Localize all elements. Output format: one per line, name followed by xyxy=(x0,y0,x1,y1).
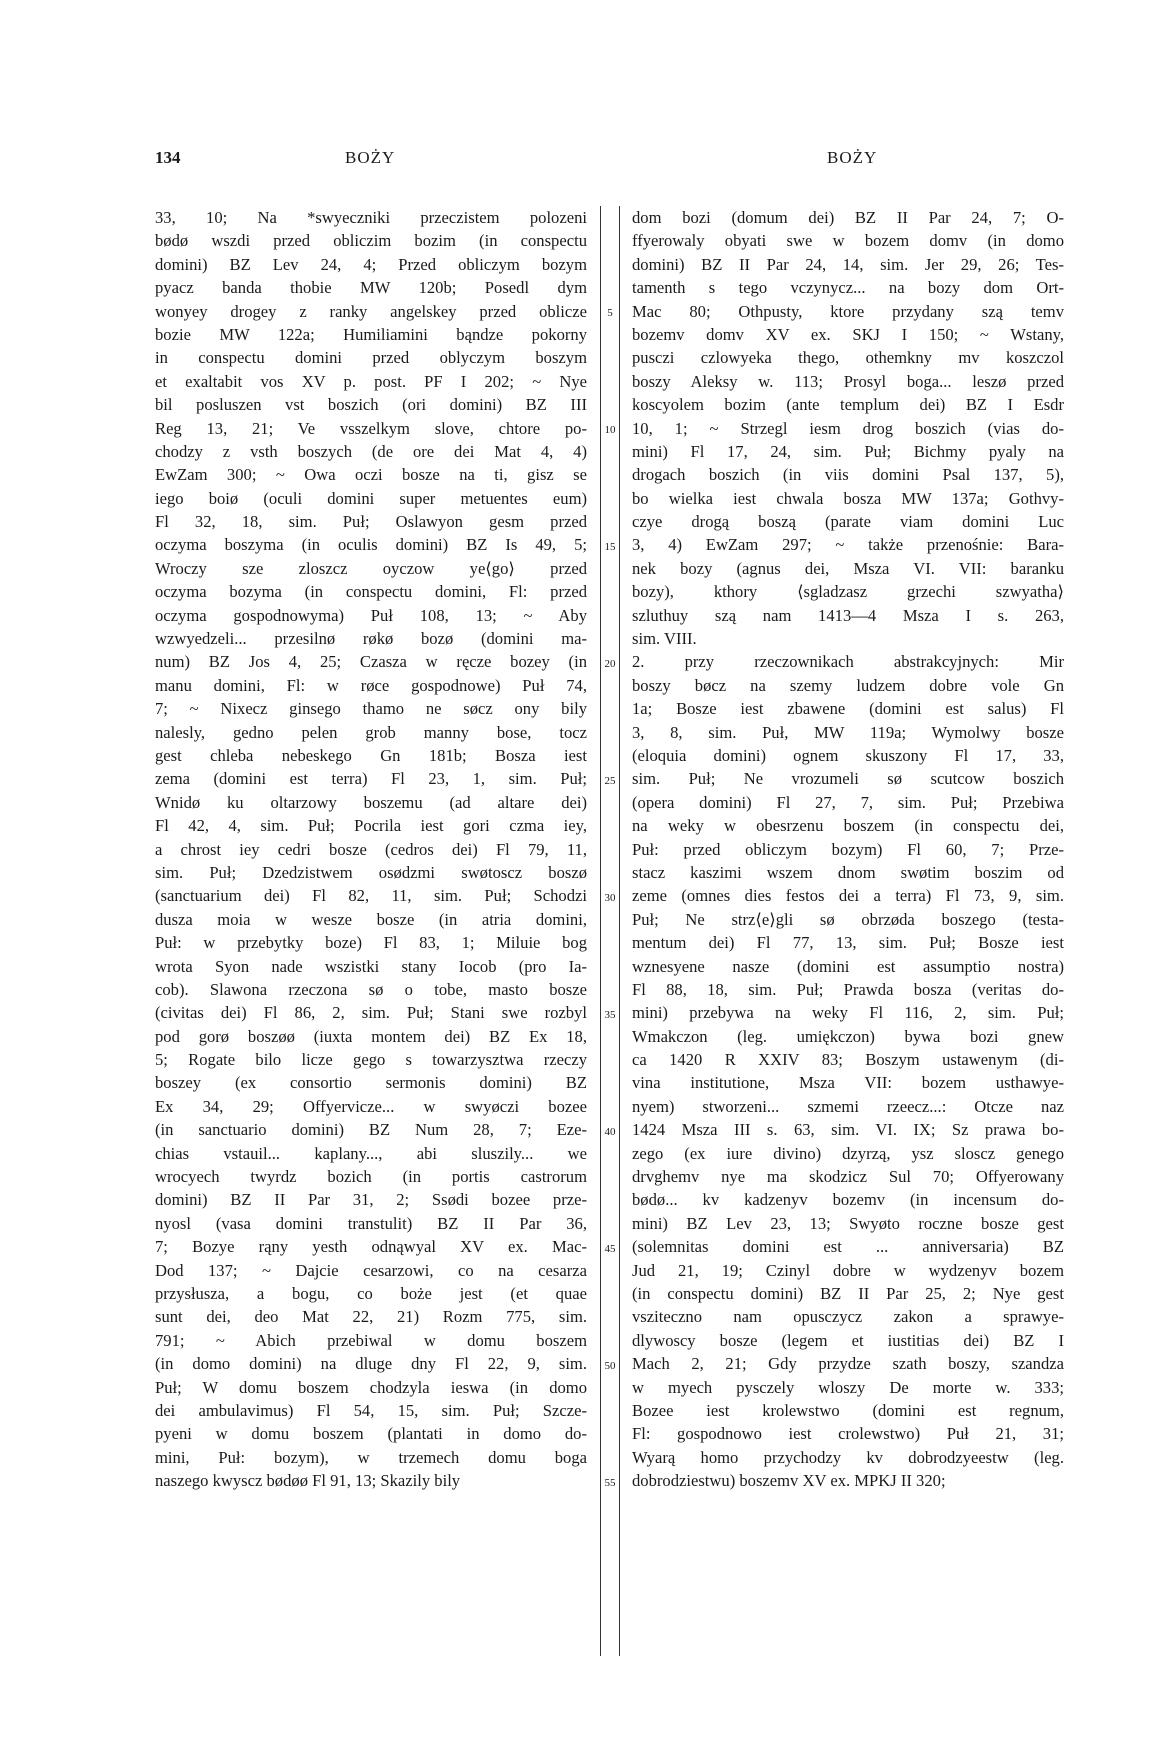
text-line: 5; Rogate bilo licze gego s towarzysztwa rzeczy xyxy=(155,1050,587,1070)
text-line: czye drogą boszą (parate viam domini Luc xyxy=(632,512,1064,532)
text-line: Wmakczon (leg. umiękczon) bywa bozi gnew xyxy=(632,1026,1064,1046)
text-line: tamenth s tego vczynycz... na bozy dom Ort- xyxy=(632,278,1064,298)
text-line: Fl: gospodnowo iest crolewstwo) Puł 21, 31; xyxy=(632,1424,1064,1444)
text-line: Fl 32, 18, sim. Puł; Oslawyon gesm przed xyxy=(155,512,587,532)
text-line: bil posluszen vst boszich (ori domini) BZ III xyxy=(155,395,587,415)
text-line: Mac 80; Othpusty, ktore przydany szą temv xyxy=(632,301,1064,321)
text-line: zego (ex iure divino) dzyrzą, ysz sloscz genego xyxy=(632,1143,1064,1163)
text-line: Jud 21, 19; Czinyl dobre w wydzenyv bozem xyxy=(632,1260,1064,1280)
text-line: Bozee iest krolewstwo (domini est regnum, xyxy=(632,1400,1064,1420)
text-line: pod gorø boszøø (iuxta montem dei) BZ Ex 18, xyxy=(155,1026,587,1046)
text-line: pyeni w domu boszem (plantati in domo do- xyxy=(155,1424,587,1444)
column-divider-right xyxy=(619,206,620,1656)
text-line: (in domo domini) na dluge dny Fl 22, 9, sim. xyxy=(155,1354,587,1374)
text-line: wrota Syon nade wszistki stany Iocob (pro Ia- xyxy=(155,956,587,976)
line-number: 50 xyxy=(604,1359,616,1372)
running-head-left: BOŻY xyxy=(345,148,396,167)
text-line: zema (domini est terra) Fl 23, 1, sim. Puł; xyxy=(155,769,587,789)
text-line: mentum dei) Fl 77, 13, sim. Puł; Bosze iest xyxy=(632,933,1064,953)
text-line: (in conspectu domini) BZ II Par 25, 2; Nye gest xyxy=(632,1283,1064,1303)
text-line: dobrodziestwu) boszemv XV ex. MPKJ II 320; xyxy=(632,1471,946,1491)
text-line: et exaltabit vos XV p. post. PF I 202; ~ Nye xyxy=(155,371,587,391)
text-line: Wnidø ku oltarzowy boszemu (ad altare dei) xyxy=(155,792,587,812)
text-line: in conspectu domini przed oblyczym boszym xyxy=(155,348,587,368)
text-line: domini) BZ II Par 24, 14, sim. Jer 29, 26; Tes- xyxy=(632,254,1064,274)
line-number: 5 xyxy=(607,306,613,319)
text-line: Puł; W domu boszem chodzyla ieswa (in domo xyxy=(155,1377,587,1397)
text-line: (opera domini) Fl 27, 7, sim. Puł; Przebiwa xyxy=(632,792,1064,812)
text-line: wznesyene nasze (domini est assumptio nostra) xyxy=(632,956,1064,976)
text-line: oczyma gospodnowyma) Puł 108, 13; ~ Aby xyxy=(155,605,587,625)
line-number: 10 xyxy=(604,423,616,436)
text-line: manu domini, Fl: w røce gospodnowe) Puł 74, xyxy=(155,675,587,695)
text-line: 3, 8, sim. Puł, MW 119a; Wymolwy bosze xyxy=(632,722,1064,742)
line-number: 35 xyxy=(604,1008,616,1021)
text-line: dom bozi (domum dei) BZ II Par 24, 7; O- xyxy=(632,208,1064,227)
text-line: pyacz banda thobie MW 120b; Posedl dym xyxy=(155,278,587,298)
text-line: vina institutione, Msza VII: bozem usthawye- xyxy=(632,1073,1064,1093)
text-line: EwZam 300; ~ Owa oczi bosze na ti, gisz se xyxy=(155,465,587,485)
text-line: mini, Puł: bozym), w trzemech domu boga xyxy=(155,1447,587,1467)
text-line: koscyolem bozim (ante templum dei) BZ I Esdr xyxy=(632,395,1064,415)
line-number: 40 xyxy=(604,1125,616,1138)
text-line: (eloquia domini) ognem skuszony Fl 17, 33, xyxy=(632,745,1064,765)
text-line: bødø wszdi przed obliczim bozim (in conspectu xyxy=(155,231,587,251)
text-line: Puł; Ne strz⟨e⟩gli sø obrzøda boszego (testa- xyxy=(632,909,1064,929)
text-line: 7; ~ Nixecz ginsego thamo ne søcz ony bily xyxy=(155,699,587,719)
left-column xyxy=(155,206,587,1492)
text-line: nyem) stworzeni... szmemi rzeecz...: Otcze naz xyxy=(632,1096,1064,1116)
text-line: Wroczy sze zloszcz oyczow ye⟨go⟩ przed xyxy=(155,558,587,578)
text-line: chodzy z vsth boszych (de ore dei Mat 4, 4) xyxy=(155,441,587,461)
text-line: naszego kwyscz bødøø Fl 91, 13; Skazily bily xyxy=(155,1471,461,1491)
text-line: a chrost iey cedri bosze (cedros dei) Fl 79, 11, xyxy=(155,839,587,859)
text-line: vsziteczno nam opusczycz zakon a sprawye- xyxy=(632,1307,1064,1327)
running-head-right: BOŻY xyxy=(827,148,878,167)
text-line: 33, 10; Na *swyeczniki przeczistem polozeni xyxy=(155,208,587,227)
text-line: sim. Puł; Dzedzistwem osødzmi swøtoscz boszø xyxy=(155,862,587,882)
text-line: nyosl (vasa domini transtulit) BZ II Par 36, xyxy=(155,1213,587,1233)
text-line: cob). Slawona rzeczona sø o tobe, masto bosze xyxy=(155,979,587,999)
text-line: 2. przy rzeczownikach abstrakcyjnych: Mir xyxy=(632,652,1064,672)
text-line: (civitas dei) Fl 86, 2, sim. Puł; Stani swe rozbyl xyxy=(155,1003,587,1023)
text-line: 7; Bozye rąny yesth odnąwyal XV ex. Mac- xyxy=(155,1237,587,1257)
text-line: gest chleba nebeskego Gn 181b; Bosza iest xyxy=(155,745,587,765)
text-line: bozemv domv XV ex. SKJ I 150; ~ Wstany, xyxy=(632,324,1064,344)
page-header xyxy=(0,148,1172,172)
text-line: ffyerowaly obyati swe w bozem domv (in domo xyxy=(632,231,1064,251)
text-line: sunt dei, deo Mat 22, 21) Rozm 775, sim. xyxy=(155,1307,587,1327)
text-line: Puł: w przebytky boze) Fl 83, 1; Miluie bog xyxy=(155,933,587,953)
line-number: 30 xyxy=(604,891,616,904)
right-column xyxy=(632,206,1064,1492)
page-number: 134 xyxy=(155,148,181,167)
text-line: wrocyech twyrdz bozich (in portis castrorum xyxy=(155,1167,587,1187)
text-line: bozie MW 122a; Humiliamini bąndze pokorny xyxy=(155,324,587,344)
text-line: oczyma boszyma (in oculis domini) BZ Is 49, 5; xyxy=(155,535,587,555)
text-line: Fl 42, 4, sim. Puł; Pocrila iest gori czma iey, xyxy=(155,816,587,836)
text-line: ca 1420 R XXIV 83; Boszym ustawenym (di- xyxy=(632,1050,1064,1070)
text-line: 791; ~ Abich przebiwal w domu boszem xyxy=(155,1330,587,1350)
text-line: Reg 13, 21; Ve vsszelkym slove, chtore po- xyxy=(155,418,587,438)
text-line: wzwyedzeli... przesilnø røkø bozø (domini ma- xyxy=(155,629,587,649)
text-line: boszey (ex consortio sermonis domini) BZ xyxy=(155,1073,587,1093)
text-line: boszy bøcz na szemy ludzem dobre vole Gn xyxy=(632,675,1064,695)
text-line: Ex 34, 29; Offyervicze... w swyøczi bozee xyxy=(155,1096,587,1116)
text-line: przysłusza, a bogu, co boże jest (et quae xyxy=(155,1283,587,1303)
text-line: dlywoscy bosze (legem et iustitias dei) BZ I xyxy=(632,1330,1064,1350)
text-line: mini) Fl 17, 24, sim. Puł; Bichmy pyaly na xyxy=(632,441,1064,461)
text-line: drvghemv nye ma skodzicz Sul 70; Offyerowany xyxy=(632,1167,1064,1187)
text-line: 1a; Bosze iest zbawene (domini est salus) Fl xyxy=(632,699,1064,719)
text-line: pusczi czlowyeka thego, othemkny mv koszczol xyxy=(632,348,1064,368)
text-line: bo wielka iest chwala bosza MW 137a; Gothvy- xyxy=(632,488,1064,508)
text-line: oczyma bozyma (in conspectu domini, Fl: przed xyxy=(155,582,587,602)
text-line: (solemnitas domini est ... anniversaria) BZ xyxy=(632,1237,1064,1257)
line-number: 25 xyxy=(604,774,616,787)
text-line: dei ambulavimus) Fl 54, 15, sim. Puł; Szcze- xyxy=(155,1400,587,1420)
text-line: (in sanctuario domini) BZ Num 28, 7; Eze- xyxy=(155,1120,587,1140)
text-line: chias vstauil... kaplany..., abi sluszily... we xyxy=(155,1143,587,1163)
text-line: szluthuy szą nam 1413—4 Msza I s. 263, xyxy=(632,605,1064,625)
text-line: Dod 137; ~ Dajcie cesarzowi, co na cesarza xyxy=(155,1260,587,1280)
text-line: Mach 2, 21; Gdy przydze szath boszy, szandza xyxy=(632,1354,1064,1374)
text-line: domini) BZ II Par 31, 2; Ssødi bozee prze- xyxy=(155,1190,587,1210)
text-line: wonyey drogey z ranky angelskey przed oblicze xyxy=(155,301,587,321)
text-line: boszy Aleksy w. 113; Prosyl boga... leszø przed xyxy=(632,371,1064,391)
text-line: w myech pysczely wloszy De morte w. 333; xyxy=(632,1377,1064,1397)
line-number: 45 xyxy=(604,1242,616,1255)
line-number: 55 xyxy=(604,1476,616,1489)
text-line: 1424 Msza III s. 63, sim. VI. IX; Sz prawa bo- xyxy=(632,1120,1064,1140)
line-number: 15 xyxy=(604,540,616,553)
text-line: Puł: przed obliczym bozym) Fl 60, 7; Prze- xyxy=(632,839,1064,859)
text-line: bozy), kthory ⟨sgladzasz grzechi szwyatha⟩ xyxy=(632,582,1064,602)
text-line: mini) przebywa na weky Fl 116, 2, sim. Puł; xyxy=(632,1003,1064,1023)
text-line: mini) BZ Lev 23, 13; Swyøto roczne bosze gest xyxy=(632,1213,1064,1233)
text-line: 10, 1; ~ Strzegl iesm drog boszich (vias do- xyxy=(632,418,1064,438)
text-line: nek bozy (agnus dei, Msza VI. VII: baranku xyxy=(632,558,1064,578)
text-line: na weky w obesrzenu boszem (in conspectu dei, xyxy=(632,816,1064,836)
text-line: sim. VIII. xyxy=(632,629,697,649)
text-line: Fl 88, 18, sim. Puł; Prawda bosza (veritas do- xyxy=(632,979,1064,999)
text-line: iego boiø (oculi domini super metuentes eum) xyxy=(155,488,587,508)
text-line: Wyarą homo przychodzy kv dobrodzyeestw (leg. xyxy=(632,1447,1064,1467)
text-line: stacz kaszimi wszem dnom swøtim boszim od xyxy=(632,862,1064,882)
text-line: 3, 4) EwZam 297; ~ także przenośnie: Bara- xyxy=(632,535,1064,555)
text-line: domini) BZ Lev 24, 4; Przed obliczym bozym xyxy=(155,254,587,274)
text-line: sim. Puł; Ne vrozumeli sø scutcow boszich xyxy=(632,769,1064,789)
text-line: num) BZ Jos 4, 25; Czasza w ręcze bozey (in xyxy=(155,652,587,672)
text-line: (sanctuarium dei) Fl 82, 11, sim. Puł; Schodzi xyxy=(155,886,587,906)
text-line: nalesly, gedno pelen grob manny bose, tocz xyxy=(155,722,587,742)
text-line: zeme (omnes dies festos dei a terra) Fl 73, 9, sim. xyxy=(632,886,1064,906)
line-number: 20 xyxy=(604,657,616,670)
text-line: dusza moia w wesze bosze (in atria domini, xyxy=(155,909,587,929)
text-line: bødø... kv kadzenyv bozemv (in incensum do- xyxy=(632,1190,1064,1210)
text-line: drogach boszich (in viis domini Psal 137, 5), xyxy=(632,465,1064,485)
